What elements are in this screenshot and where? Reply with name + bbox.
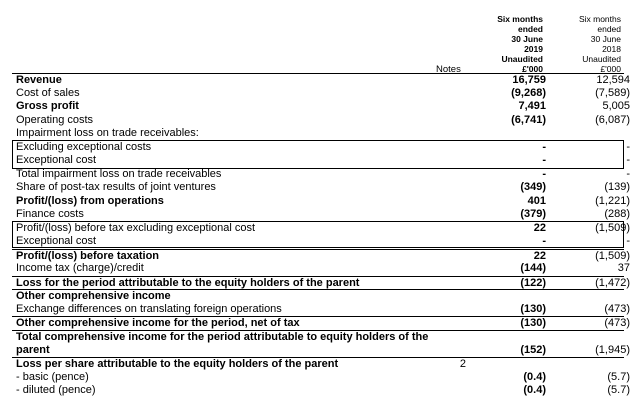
current-period-value: (349) <box>520 181 546 193</box>
prior-period-value: 12,594 <box>596 74 630 86</box>
prior-period-value: - <box>626 167 630 180</box>
current-period-value: 22 <box>533 249 546 262</box>
statement-row <box>12 289 624 304</box>
current-period-value: 16,759 <box>512 74 546 86</box>
prior-period-value: (473) <box>604 302 630 315</box>
current-period-value: - <box>542 235 546 247</box>
current-period-value: (122) <box>520 276 546 289</box>
line-item-label: Total comprehensive income for the period attributable to equity holders of the parent <box>16 330 429 356</box>
line-item-label: Profit/(loss) before tax excluding exceptional cost <box>16 221 256 234</box>
line-item-label: Other comprehensive income for the period, net of tax <box>16 317 300 329</box>
line-item-label: Exchange differences on translating foreign operations <box>16 302 282 315</box>
line-item-label: Exceptional cost <box>16 154 97 166</box>
statement-row <box>12 86 630 101</box>
notes-column-header: Notes <box>436 64 461 75</box>
note-reference: 2 <box>459 358 466 370</box>
exceptional-cost-box <box>12 221 624 248</box>
line-item-label: Gross profit <box>16 100 79 112</box>
current-period-value: 22 <box>533 221 546 234</box>
line-item-label: Profit/(loss) before taxation <box>16 249 160 262</box>
header-line: 2019 <box>524 44 543 55</box>
prior-period-value: - <box>626 140 630 153</box>
statement-row <box>12 316 630 331</box>
statement-row <box>12 330 630 358</box>
line-item-label: Impairment loss on trade receivables: <box>16 127 199 139</box>
column-header-prior-period <box>560 14 621 75</box>
statement-row <box>12 384 630 398</box>
header-line: ended <box>597 24 621 35</box>
current-period-value: 7,491 <box>518 100 546 112</box>
line-item-label: Exceptional cost <box>16 235 97 247</box>
header-line: Unaudited <box>501 54 543 65</box>
header-line: ended <box>517 24 543 35</box>
current-period-value: - <box>542 140 546 153</box>
prior-period-value: (1,509) <box>595 249 630 262</box>
line-item-label: Excluding exceptional costs <box>16 140 152 153</box>
line-item-label: Other comprehensive income <box>16 290 171 302</box>
line-item-label: Loss per share attributable to the equity holders of the parent <box>16 358 339 370</box>
header-line: £'000 <box>600 64 621 75</box>
current-period-value: (9,268) <box>511 86 546 99</box>
statement-row <box>12 357 624 372</box>
line-item-label: Cost of sales <box>16 86 80 99</box>
line-item-label: Profit/(loss) from operations <box>16 194 164 207</box>
line-item-label: - diluted (pence) <box>16 384 96 396</box>
current-period-value: - <box>542 167 546 180</box>
current-period-value: 401 <box>527 194 546 207</box>
prior-period-value: - <box>626 154 630 166</box>
statement-row <box>12 194 630 209</box>
prior-period-value: (1,221) <box>595 194 630 207</box>
prior-period-value: - <box>626 235 630 247</box>
header-line: 30 June <box>511 34 543 45</box>
prior-period-value: (5.7) <box>607 370 630 383</box>
line-item-label: Revenue <box>16 74 62 86</box>
prior-period-value: 5,005 <box>602 100 630 112</box>
line-item-label: - basic (pence) <box>16 370 89 383</box>
header-line: £'000 <box>522 64 543 75</box>
current-period-value: (130) <box>520 317 546 329</box>
statement-row <box>12 181 630 195</box>
statement-row <box>12 73 630 88</box>
current-period-value: (379) <box>520 208 546 220</box>
header-line: 30 June <box>590 34 621 45</box>
current-period-value: (130) <box>520 302 546 315</box>
current-period-value: (0.4) <box>523 370 546 383</box>
header-line: 2018 <box>602 44 621 55</box>
line-item-label: Total impairment loss on trade receivables <box>16 167 222 180</box>
current-period-value: (0.4) <box>523 384 546 396</box>
prior-period-value: (1,472) <box>595 276 630 289</box>
prior-period-value: (6,087) <box>595 113 630 126</box>
prior-period-value: (473) <box>604 317 630 329</box>
line-item-label: Operating costs <box>16 113 94 126</box>
prior-period-value: (7,589) <box>595 86 630 99</box>
prior-period-value: (139) <box>604 181 630 193</box>
statement-row <box>12 249 630 264</box>
statement-row <box>12 208 630 222</box>
prior-period-value: 37 <box>617 262 630 274</box>
statement-row <box>12 167 630 182</box>
prior-period-value: (5.7) <box>607 384 630 396</box>
statement-row <box>12 127 624 141</box>
current-period-value: (152) <box>520 344 546 356</box>
current-period-value: - <box>542 154 546 166</box>
statement-row <box>12 100 630 114</box>
line-item-label: Income tax (charge)/credit <box>16 262 144 274</box>
prior-period-value: (1,945) <box>595 344 630 356</box>
statement-row <box>12 262 630 276</box>
prior-period-value: (1,509) <box>595 221 630 234</box>
header-line: Six months <box>497 14 543 24</box>
current-period-value: (6,741) <box>511 113 546 126</box>
statement-row <box>12 370 630 385</box>
column-header-current-period <box>480 14 543 75</box>
line-item-label: Finance costs <box>16 208 84 220</box>
statement-row <box>12 113 630 128</box>
impairment-subtotal-box <box>12 140 624 169</box>
current-period-value: (144) <box>520 262 546 274</box>
statement-row <box>12 302 630 317</box>
line-item-label: Loss for the period attributable to the equity holders of the parent <box>16 276 360 289</box>
line-item-label: Share of post-tax results of joint ventures <box>16 181 216 193</box>
statement-row <box>12 276 630 291</box>
header-line: Unaudited <box>582 54 621 65</box>
header-line: Six months <box>578 14 621 24</box>
prior-period-value: (288) <box>604 208 630 220</box>
